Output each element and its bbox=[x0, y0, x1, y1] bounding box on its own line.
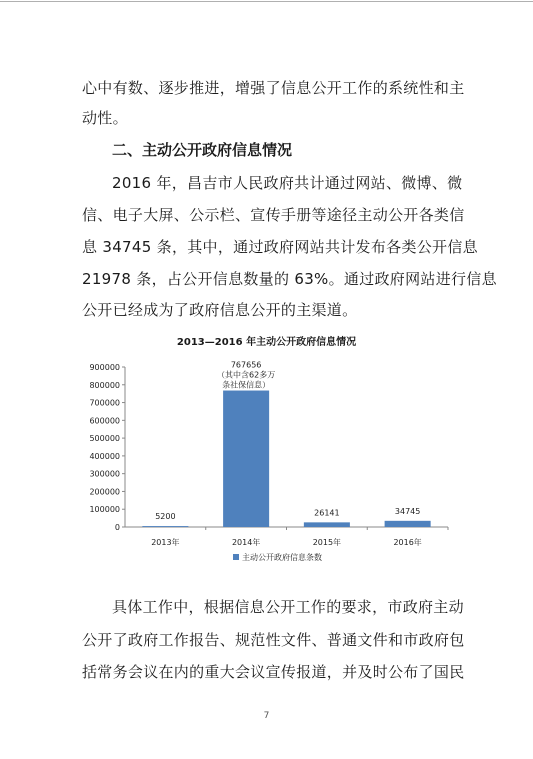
y-tick-label: 200000 bbox=[89, 487, 120, 497]
bar bbox=[223, 391, 269, 527]
text-line: 心中有数、逐步推进，增强了信息公开工作的系统性和主 bbox=[82, 79, 465, 97]
bar-chart bbox=[70, 348, 460, 578]
legend-swatch bbox=[233, 554, 239, 560]
text-line: 括常务会议在内的重大会议宣传报道，并及时公布了国民 bbox=[82, 663, 465, 681]
x-tick-label: 2016年 bbox=[393, 538, 422, 547]
page-number: 7 bbox=[263, 711, 270, 721]
y-tick-label: 900000 bbox=[89, 363, 120, 372]
top-rule bbox=[0, 1, 533, 2]
y-tick-label: 700000 bbox=[89, 398, 120, 408]
text-line: 具体工作中，根据信息公开工作的要求，市政府主动 bbox=[112, 598, 464, 616]
bar bbox=[385, 521, 431, 527]
text-line: 息 34745 条，其中，通过政府网站共计发布各类公开信息 bbox=[82, 238, 478, 256]
section-heading: 二、主动公开政府信息情况 bbox=[112, 141, 293, 159]
text-line: 动性。 bbox=[82, 109, 128, 127]
data-label: 26141 bbox=[314, 508, 340, 518]
x-tick-label: 2014年 bbox=[231, 538, 261, 547]
text-line: 21978 条，占公开信息数量的 63%。通过政府网站进行信息 bbox=[82, 270, 497, 288]
y-tick-label: 300000 bbox=[89, 469, 120, 479]
text-line: 公开已经成为了政府信息公开的主渠道。 bbox=[82, 301, 358, 319]
y-tick-label: 100000 bbox=[89, 505, 120, 515]
data-label: 5200 bbox=[155, 512, 176, 522]
legend-label: 主动公开政府信息条数 bbox=[242, 553, 322, 562]
text-line: 信、电子大屏、公示栏、宣传手册等途径主动公开各类信 bbox=[82, 206, 465, 224]
chart-title: 2013—2016 年主动公开政府信息情况 bbox=[176, 337, 357, 348]
text-line: 公开了政府工作报告、规范性文件、普通文件和市政府包 bbox=[82, 631, 465, 649]
x-tick-label: 2013年 bbox=[151, 538, 180, 547]
bar bbox=[142, 526, 188, 527]
x-tick-label: 2015年 bbox=[312, 538, 342, 547]
text-line: 2016 年，昌吉市人民政府共计通过网站、微博、微 bbox=[112, 174, 463, 192]
y-tick-label: 600000 bbox=[89, 416, 120, 426]
data-label: 767656 （其中含62多万条社保信息） bbox=[217, 360, 276, 390]
y-tick-label: 0 bbox=[114, 523, 120, 532]
y-tick-label: 800000 bbox=[89, 380, 120, 390]
y-tick-label: 500000 bbox=[89, 434, 120, 444]
bar bbox=[304, 522, 350, 527]
data-label: 34745 bbox=[394, 506, 421, 516]
y-tick-label: 400000 bbox=[89, 451, 120, 461]
